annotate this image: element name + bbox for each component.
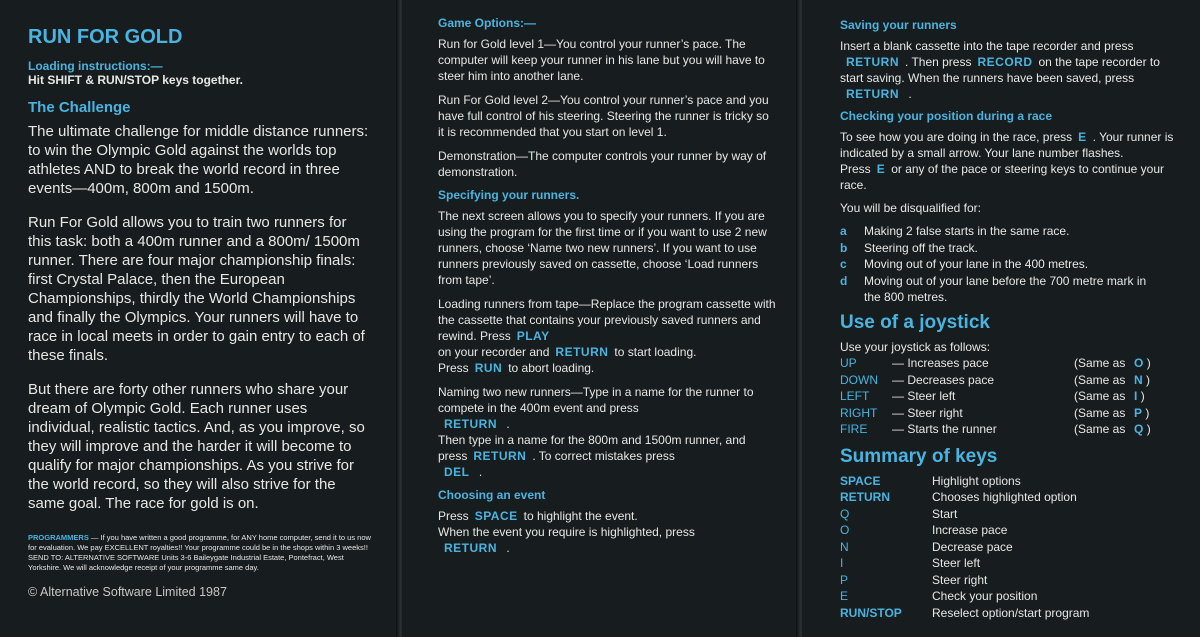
joy-key: N [1134,372,1143,387]
loading-text: Hit SHIFT & RUN/STOP keys together. [28,73,243,87]
text: on the tape recorder to start saving. When the runners have been saved, press [840,55,1160,85]
joy-dir: LEFT [840,389,870,403]
key-e: E [876,162,886,176]
challenge-paragraph: Run For Gold allows you to train two runners for this task: both a 400m runner and a 800m/ 1500m runner. There are four major championship finals: first Crystal Palace, then the European Championships, thirdly the World Championships and finally the Olympics. Your runners will have to race in local meets in order to gain entry to each of these finals. [28,214,365,364]
key-del: DEL [444,465,470,479]
item-letter: b [840,240,848,255]
joy-dir: FIRE [840,422,868,436]
joy-end: ) [1146,422,1151,436]
right-panel [802,0,1200,637]
table-row [840,588,1184,605]
joy-same: (Same as [1074,405,1126,420]
item-text: Moving out of your lane before the 700 metre mark in the 800 metres. [864,273,1147,304]
copyright: © Alternative Software Limited 1987 [28,585,227,599]
table-row [840,605,1184,622]
key-return: RETURN [473,449,527,463]
key-desc: Steer left [932,556,981,570]
key-play: PLAY [516,329,550,343]
item-text: Moving out of your lane in the 400 metres. [864,257,1089,271]
joy-dir: UP [840,356,857,370]
key-desc: Start [932,506,958,521]
table-row [840,473,1184,490]
joystick-heading: Use of a joystick [840,311,990,333]
joy-dir: DOWN [840,372,878,387]
game-options-heading: Game Options:— [438,16,537,30]
table-row [840,372,1184,389]
naming-runners-text: Naming two new runners—Type in a name for the runner to compete in the 400m event and press RETURN . Then type in a name for the 800m and 1500m runner, and press RETURN . To correct mistakes press DEL . [438,385,754,479]
text: or any of the pace or steering keys to continue your race. [840,162,1165,192]
saving-heading: Saving your runners [840,18,957,32]
text: to start loading. [614,345,697,359]
joystick-intro: Use your joystick as follows: [840,339,991,354]
page-title: RUN FOR GOLD [28,26,183,48]
item-letter: a [840,224,847,238]
table-row [840,522,1184,539]
key-return: RETURN [444,541,497,555]
item-letter: d [840,273,848,288]
key-desc: Decrease pace [932,539,1013,554]
key-desc: Highlight options [932,473,1021,488]
key-desc: Chooses highlighted option [932,490,1077,504]
left-panel [0,0,400,637]
summary-heading: Summary of keys [840,445,998,467]
joy-end: ) [1140,389,1145,403]
loading-runners-text [438,296,776,376]
list-item [840,240,1184,257]
table-row [840,355,1184,372]
option-level-1: Run for Gold level 1—You control your runner’s pace. The computer will keep your runner in his lane but you will have to steer him into another lane. [438,37,765,83]
joy-action: — Increases pace [892,356,989,370]
key-name: Q [840,506,850,521]
key-name: E [840,589,849,603]
joy-action: — Steer right [892,405,963,420]
middle-panel [402,0,800,637]
key-name: P [840,572,849,587]
text: Naming two new runners—Type in a name for the runner to compete in the 400m event and press [438,385,754,415]
challenge-heading: The Challenge [28,99,131,116]
specifying-text: The next screen allows you to specify your runners. If you are using the program for the first time or if you want to use 2 new runners, choose ‘Name two new runners’. If you want to use runners previously saved on cassette, choose ‘Load runners from tape’. [438,209,767,287]
text: to abort loading. [508,361,595,375]
text: Press [438,509,469,523]
joy-action: — Decreases pace [892,372,995,387]
text: Then type in a name for the 800m and 1500m runner, and press [438,433,746,463]
text: . To correct mistakes press [532,449,675,463]
key-name: N [840,539,849,554]
key-space: SPACE [474,509,518,523]
key-name: RETURN [840,490,890,504]
key-desc: Reselect option/start program [932,605,1090,620]
challenge-paragraph: The ultimate challenge for middle distance runners: to win the Olympic Gold against the worlds top athletes AND to break the world record in three events—400m, 800m and 1500m. [28,123,369,197]
key-name: SPACE [840,473,881,488]
choosing-heading: Choosing an event [438,488,546,502]
joy-key: Q [1134,422,1144,436]
text: . Your runner is indicated by a small arrow. Your lane number flashes. Press [840,130,1174,176]
choosing-text: Press SPACE to highlight the event. When the event you require is highlighted, press RETURN . [438,509,695,555]
joy-action: — Steer left [892,389,956,403]
joy-key: P [1134,405,1143,420]
table-row [840,405,1184,422]
text: Insert a blank cassette into the tape recorder and press [840,39,1134,53]
joy-same: (Same as [1074,356,1126,370]
checking-text [840,129,1184,193]
loading-heading: Loading instructions:— [28,59,163,73]
table-row [840,572,1184,589]
list-item [840,223,1184,240]
table-row [840,489,1184,506]
joy-same: (Same as [1074,422,1126,436]
keys-table [840,473,1184,622]
table-row [840,388,1184,405]
text: To see how you are doing in the race, press [840,130,1073,144]
joy-same: (Same as [1074,389,1126,403]
key-return: RETURN [846,87,899,101]
text: . Then press [905,55,972,69]
programmers-note [28,533,372,573]
option-demo: Demonstration—The computer controls your runner by way of demonstration. [438,149,767,179]
table-row [840,421,1184,438]
joy-same: (Same as [1074,372,1126,387]
key-return: RETURN [846,55,899,69]
table-row [840,506,1184,523]
option-level-2: Run For Gold level 2—You control your runner’s pace and you have full control of his steering. Steering the runner is tricky so it is recommended that you start on level 1. [438,93,769,139]
key-run: RUN [474,361,503,375]
joy-key: O [1134,356,1144,370]
item-text: Making 2 false starts in the same race. [864,224,1070,238]
key-desc: Increase pace [932,523,1008,537]
joy-end: ) [1146,372,1151,387]
checking-heading: Checking your position during a race [840,109,1053,123]
text: to highlight the event. [523,509,638,523]
table-row [840,539,1184,556]
programmers-text: — If you have written a good programme, for ANY home computer, send it to us now for evaluation. We pay EXCELLENT royalties!! Your programme could be in the shops within 3 weeks!! SEND TO: ALTERNATIVE SOFTWARE Units 3-6 Baileygate Industrial Estate, Pontefract, West Yorkshire. We will acknowledge receipt of your programme same day. [28,533,371,572]
item-letter: c [840,257,847,271]
key-e: E [1078,130,1087,144]
item-text: Steering off the track. [864,240,978,255]
joy-dir: RIGHT [840,405,878,420]
key-return: RETURN [555,345,609,359]
disqualification-list [840,223,1184,306]
joy-key: I [1134,389,1138,403]
saving-text: Insert a blank cassette into the tape recorder and press RETURN . Then press RECORD on the tape recorder to start saving. When the runners have been saved, press RETURN . [840,39,1160,101]
key-return: RETURN [444,417,497,431]
text: on your recorder and [438,345,550,359]
joy-action: — Starts the runner [892,422,997,436]
text: When the event you require is highlighted, press [438,525,695,539]
table-row [840,555,1184,572]
joy-end: ) [1146,356,1151,370]
specifying-heading: Specifying your runners. [438,188,580,202]
disqualified-intro: You will be disqualified for: [840,201,981,215]
text: Loading runners from tape—Replace the program cassette with the cassette that contains your previously saved runners and rewind. Press [438,297,776,343]
key-name: I [840,556,844,570]
joy-end: ) [1145,405,1150,420]
key-desc: Steer right [932,572,988,587]
programmers-label: PROGRAMMERS [28,533,89,542]
key-name: RUN/STOP [840,605,902,620]
challenge-paragraph: But there are forty other runners who share your dream of Olympic Gold. Each runner uses individual, realistic tactics. And, as you improve, so they will improve and the harder it will become to qualify for major championships. As you strive for the world record, so they will also strive for the same goal. The race for gold is on. [28,381,365,512]
list-item [840,273,1184,306]
key-record: RECORD [977,55,1033,69]
key-desc: Check your position [932,589,1038,603]
text: Press [438,361,469,375]
key-name: O [840,523,850,537]
list-item [840,256,1184,273]
joystick-table [840,355,1184,438]
